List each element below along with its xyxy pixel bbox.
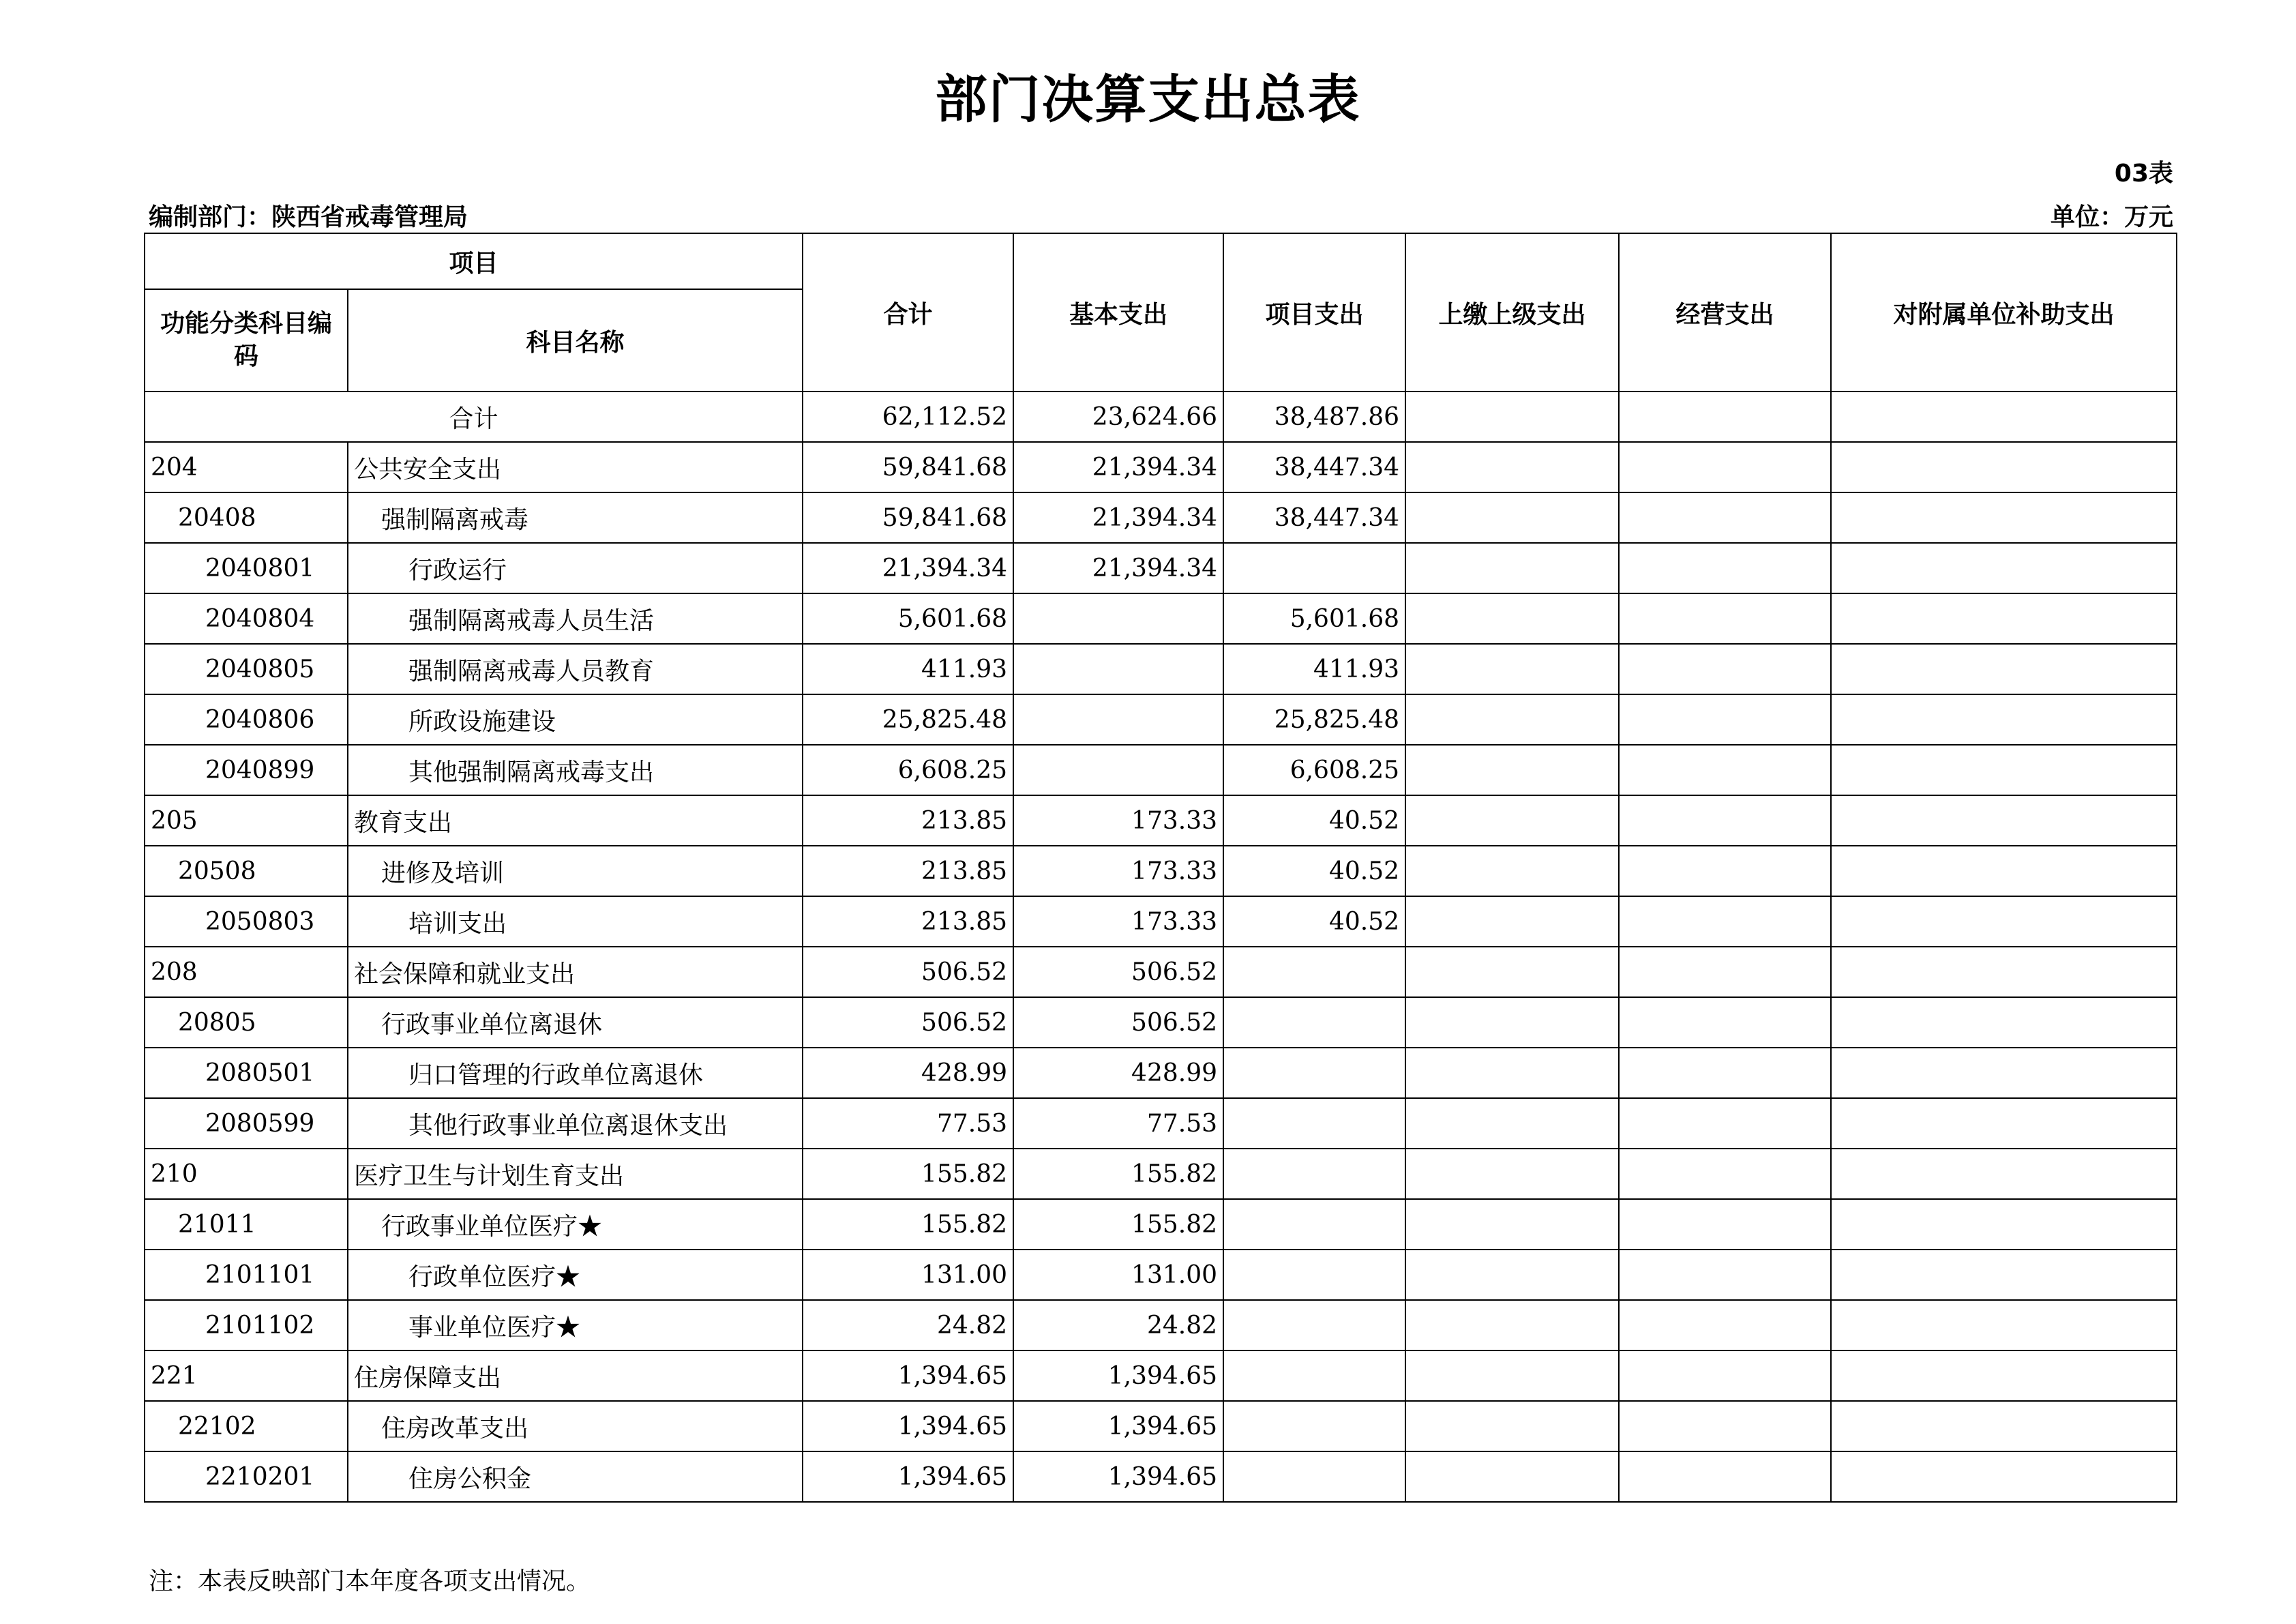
table-row (145, 593, 2177, 644)
cell-name: 培训支出 (348, 896, 803, 947)
cell-business (1619, 644, 1831, 694)
cell-business (1619, 1401, 1831, 1451)
cell-subsidy (1831, 1300, 2177, 1350)
cell-project (1223, 1149, 1405, 1199)
cell-project (1223, 1048, 1405, 1098)
cell-name: 其他行政事业单位离退休支出 (348, 1098, 803, 1149)
header-name: 科目名称 (348, 289, 803, 392)
cell-code: 2210201 (145, 1451, 348, 1502)
cell-total: 5,601.68 (803, 593, 1013, 644)
cell-name: 住房保障支出 (348, 1350, 803, 1401)
cell-code: 2040899 (145, 745, 348, 795)
cell-upper (1405, 1199, 1619, 1250)
cell-basic: 155.82 (1013, 1199, 1223, 1250)
cell-basic: 1,394.65 (1013, 1451, 1223, 1502)
table-row (145, 543, 2177, 593)
cell-subsidy (1831, 492, 2177, 543)
cell-total: 506.52 (803, 997, 1013, 1048)
cell-subsidy (1831, 1451, 2177, 1502)
total-row (145, 392, 2177, 442)
cell-business (1619, 1149, 1831, 1199)
cell-project (1223, 1350, 1405, 1401)
cell-name: 住房公积金 (348, 1451, 803, 1502)
cell-upper (1405, 1098, 1619, 1149)
cell-upper (1405, 1350, 1619, 1401)
cell-business (1619, 1098, 1831, 1149)
cell-name: 医疗卫生与计划生育支出 (348, 1149, 803, 1199)
cell-name: 行政事业单位医疗★ (348, 1199, 803, 1250)
cell-business (1619, 846, 1831, 896)
unit-label: 单位：万元 (2050, 203, 2173, 231)
cell-project: 38,447.34 (1223, 492, 1405, 543)
cell-upper (1405, 492, 1619, 543)
cell-subsidy (1831, 745, 2177, 795)
cell-name: 公共安全支出 (348, 442, 803, 492)
cell-upper (1405, 997, 1619, 1048)
cell-total: 155.82 (803, 1149, 1013, 1199)
cell-name: 其他强制隔离戒毒支出 (348, 745, 803, 795)
table-row (145, 492, 2177, 543)
cell-upper (1405, 896, 1619, 947)
table-number: 03表 (2114, 160, 2173, 188)
cell-subsidy (1831, 694, 2177, 745)
cell-project: 38,447.34 (1223, 442, 1405, 492)
cell-basic: 173.33 (1013, 846, 1223, 896)
cell-basic: 21,394.34 (1013, 492, 1223, 543)
cell-subsidy (1831, 795, 2177, 846)
cell-business (1619, 795, 1831, 846)
table-row (145, 896, 2177, 947)
cell-project (1223, 1401, 1405, 1451)
department-label: 编制部门：陕西省戒毒管理局 (149, 203, 468, 231)
cell-basic (1013, 644, 1223, 694)
cell-basic: 77.53 (1013, 1098, 1223, 1149)
cell-subsidy (1831, 896, 2177, 947)
cell-subsidy (1831, 442, 2177, 492)
cell-basic (1013, 593, 1223, 644)
cell-business (1619, 1451, 1831, 1502)
cell-subsidy (1831, 644, 2177, 694)
cell-total: 213.85 (803, 846, 1013, 896)
cell-code: 2040805 (145, 644, 348, 694)
cell-upper (1405, 1401, 1619, 1451)
total-row-project: 38,487.86 (1223, 392, 1405, 442)
header-total: 合计 (803, 233, 1013, 392)
total-row-basic: 23,624.66 (1013, 392, 1223, 442)
cell-basic: 1,394.65 (1013, 1350, 1223, 1401)
table-row (145, 795, 2177, 846)
cell-upper (1405, 947, 1619, 997)
cell-subsidy (1831, 543, 2177, 593)
cell-name: 进修及培训 (348, 846, 803, 896)
cell-upper (1405, 1451, 1619, 1502)
cell-total: 131.00 (803, 1250, 1013, 1300)
cell-upper (1405, 745, 1619, 795)
cell-project (1223, 1098, 1405, 1149)
table-row (145, 644, 2177, 694)
cell-total: 77.53 (803, 1098, 1013, 1149)
cell-business (1619, 896, 1831, 947)
cell-project (1223, 947, 1405, 997)
cell-subsidy (1831, 997, 2177, 1048)
table-row (145, 1401, 2177, 1451)
cell-project (1223, 1300, 1405, 1350)
cell-subsidy (1831, 1350, 2177, 1401)
table-row (145, 1098, 2177, 1149)
cell-basic (1013, 745, 1223, 795)
cell-total: 411.93 (803, 644, 1013, 694)
cell-code: 22102 (145, 1401, 348, 1451)
cell-upper (1405, 1149, 1619, 1199)
cell-total: 59,841.68 (803, 442, 1013, 492)
cell-code: 2040804 (145, 593, 348, 644)
cell-upper (1405, 442, 1619, 492)
cell-name: 所政设施建设 (348, 694, 803, 745)
cell-name: 行政单位医疗★ (348, 1250, 803, 1300)
cell-total: 59,841.68 (803, 492, 1013, 543)
cell-code: 2080501 (145, 1048, 348, 1098)
table-row (145, 846, 2177, 896)
total-row-business (1619, 392, 1831, 442)
cell-code: 2101102 (145, 1300, 348, 1350)
cell-total: 1,394.65 (803, 1451, 1013, 1502)
cell-project: 40.52 (1223, 846, 1405, 896)
cell-basic: 131.00 (1013, 1250, 1223, 1300)
cell-upper (1405, 644, 1619, 694)
cell-business (1619, 1048, 1831, 1098)
cell-code: 208 (145, 947, 348, 997)
cell-business (1619, 694, 1831, 745)
cell-code: 205 (145, 795, 348, 846)
cell-subsidy (1831, 593, 2177, 644)
cell-project (1223, 997, 1405, 1048)
table-row (145, 1048, 2177, 1098)
cell-basic: 155.82 (1013, 1149, 1223, 1199)
cell-name: 事业单位医疗★ (348, 1300, 803, 1350)
cell-business (1619, 1350, 1831, 1401)
cell-subsidy (1831, 1098, 2177, 1149)
cell-subsidy (1831, 947, 2177, 997)
cell-name: 教育支出 (348, 795, 803, 846)
cell-business (1619, 745, 1831, 795)
cell-project: 40.52 (1223, 896, 1405, 947)
table-row (145, 1350, 2177, 1401)
cell-name: 社会保障和就业支出 (348, 947, 803, 997)
cell-basic (1013, 694, 1223, 745)
table-row (145, 1300, 2177, 1350)
cell-code: 204 (145, 442, 348, 492)
cell-project: 25,825.48 (1223, 694, 1405, 745)
cell-subsidy (1831, 1048, 2177, 1098)
table-row (145, 694, 2177, 745)
cell-name: 住房改革支出 (348, 1401, 803, 1451)
table-row (145, 1149, 2177, 1199)
cell-subsidy (1831, 1401, 2177, 1451)
cell-basic: 21,394.34 (1013, 543, 1223, 593)
table-row (145, 1199, 2177, 1250)
cell-basic: 1,394.65 (1013, 1401, 1223, 1451)
cell-code: 2040806 (145, 694, 348, 745)
expenditure-table (144, 233, 2177, 1503)
cell-project (1223, 1250, 1405, 1300)
header-project-expenditure: 项目支出 (1223, 233, 1405, 392)
cell-business (1619, 997, 1831, 1048)
cell-basic: 24.82 (1013, 1300, 1223, 1350)
cell-business (1619, 442, 1831, 492)
cell-project (1223, 1199, 1405, 1250)
cell-business (1619, 543, 1831, 593)
total-row-upper (1405, 392, 1619, 442)
cell-total: 155.82 (803, 1199, 1013, 1250)
cell-project: 411.93 (1223, 644, 1405, 694)
cell-code: 20408 (145, 492, 348, 543)
cell-subsidy (1831, 1149, 2177, 1199)
table-row (145, 947, 2177, 997)
cell-project: 40.52 (1223, 795, 1405, 846)
cell-subsidy (1831, 1250, 2177, 1300)
cell-basic: 173.33 (1013, 896, 1223, 947)
cell-business (1619, 492, 1831, 543)
cell-code: 20805 (145, 997, 348, 1048)
total-row-subsidy (1831, 392, 2177, 442)
cell-project: 5,601.68 (1223, 593, 1405, 644)
cell-basic: 506.52 (1013, 947, 1223, 997)
footnote: 注：本表反映部门本年度各项支出情况。 (149, 1567, 591, 1595)
cell-total: 1,394.65 (803, 1401, 1013, 1451)
cell-upper (1405, 795, 1619, 846)
header-project: 项目 (145, 233, 803, 289)
table-row (145, 745, 2177, 795)
cell-project: 6,608.25 (1223, 745, 1405, 795)
cell-basic: 21,394.34 (1013, 442, 1223, 492)
cell-business (1619, 1250, 1831, 1300)
cell-code: 2101101 (145, 1250, 348, 1300)
cell-total: 6,608.25 (803, 745, 1013, 795)
cell-code: 210 (145, 1149, 348, 1199)
cell-name: 强制隔离戒毒人员生活 (348, 593, 803, 644)
cell-total: 213.85 (803, 896, 1013, 947)
cell-basic: 506.52 (1013, 997, 1223, 1048)
table-row (145, 1451, 2177, 1502)
header-basic: 基本支出 (1013, 233, 1223, 392)
cell-code: 2040801 (145, 543, 348, 593)
cell-project (1223, 1451, 1405, 1502)
cell-upper (1405, 1250, 1619, 1300)
cell-code: 21011 (145, 1199, 348, 1250)
cell-upper (1405, 694, 1619, 745)
cell-total: 25,825.48 (803, 694, 1013, 745)
table-row (145, 997, 2177, 1048)
cell-name: 强制隔离戒毒人员教育 (348, 644, 803, 694)
cell-upper (1405, 1300, 1619, 1350)
header-business: 经营支出 (1619, 233, 1831, 392)
cell-subsidy (1831, 1199, 2177, 1250)
cell-total: 428.99 (803, 1048, 1013, 1098)
table-row (145, 442, 2177, 492)
cell-name: 归口管理的行政单位离退休 (348, 1048, 803, 1098)
header-upper: 上缴上级支出 (1405, 233, 1619, 392)
header-subsidy: 对附属单位补助支出 (1831, 233, 2177, 392)
cell-upper (1405, 543, 1619, 593)
cell-code: 20508 (145, 846, 348, 896)
cell-code: 2050803 (145, 896, 348, 947)
cell-upper (1405, 846, 1619, 896)
cell-total: 21,394.34 (803, 543, 1013, 593)
cell-business (1619, 593, 1831, 644)
cell-total: 213.85 (803, 795, 1013, 846)
cell-total: 506.52 (803, 947, 1013, 997)
total-row-total: 62,112.52 (803, 392, 1013, 442)
cell-business (1619, 947, 1831, 997)
cell-name: 行政事业单位离退休 (348, 997, 803, 1048)
cell-upper (1405, 1048, 1619, 1098)
cell-basic: 173.33 (1013, 795, 1223, 846)
page-title: 部门决算支出总表 (935, 69, 1361, 130)
cell-name: 行政运行 (348, 543, 803, 593)
total-row-label: 合计 (145, 392, 803, 442)
cell-name: 强制隔离戒毒 (348, 492, 803, 543)
cell-project (1223, 543, 1405, 593)
cell-total: 1,394.65 (803, 1350, 1013, 1401)
cell-subsidy (1831, 846, 2177, 896)
header-code: 功能分类科目编码 (145, 289, 348, 392)
cell-basic: 428.99 (1013, 1048, 1223, 1098)
cell-code: 2080599 (145, 1098, 348, 1149)
cell-upper (1405, 593, 1619, 644)
cell-total: 24.82 (803, 1300, 1013, 1350)
cell-code: 221 (145, 1350, 348, 1401)
cell-business (1619, 1300, 1831, 1350)
cell-business (1619, 1199, 1831, 1250)
table-row (145, 1250, 2177, 1300)
